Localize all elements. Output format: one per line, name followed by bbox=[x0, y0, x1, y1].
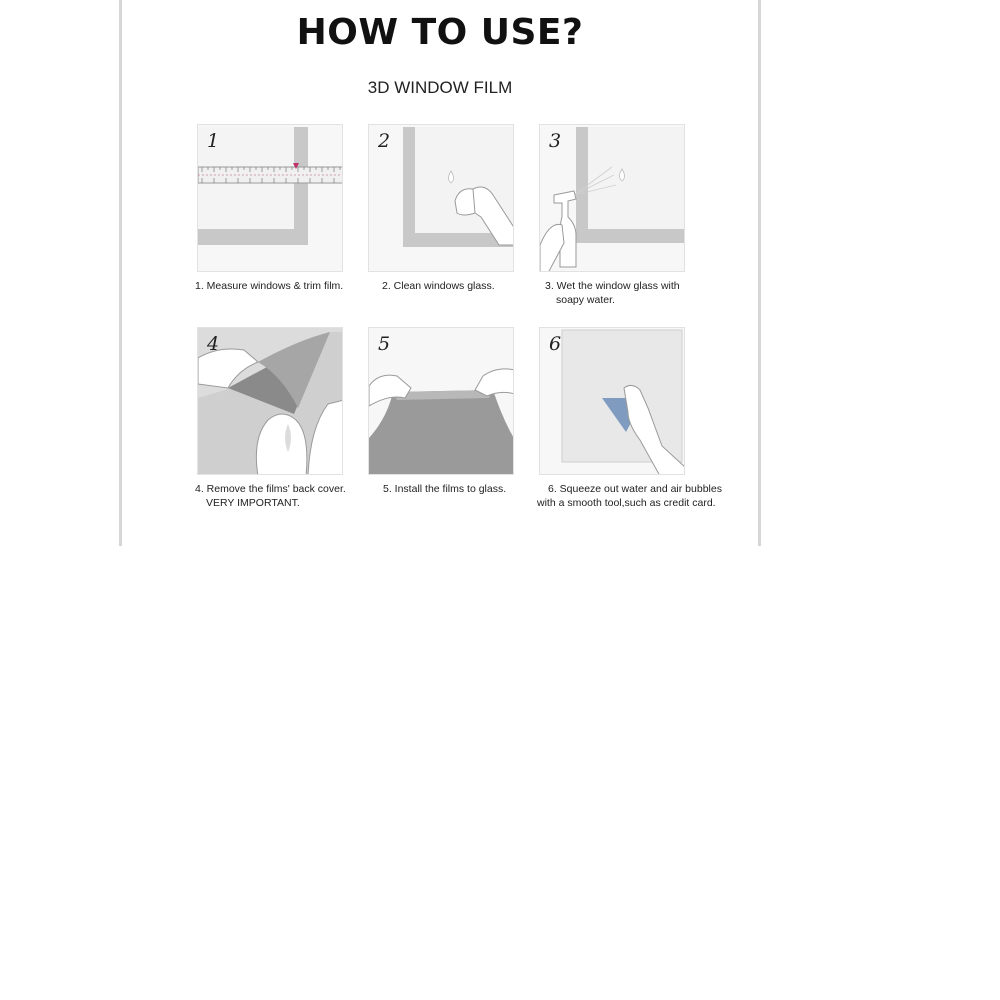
step-1-number: 1 bbox=[207, 130, 220, 152]
step-6-caption: 6. Squeeze out water and air bubbles with a smooth tool,such as credit card. bbox=[537, 483, 722, 509]
page-subtitle: 3D WINDOW FILM bbox=[367, 78, 513, 97]
step-5-caption: 5. Install the films to glass. bbox=[383, 483, 507, 495]
step-2-number: 2 bbox=[378, 130, 391, 152]
step-1-caption: 1. Measure windows & trim film. bbox=[195, 280, 344, 292]
step-1-panel bbox=[197, 124, 343, 272]
step-5-panel bbox=[368, 327, 514, 475]
spray-bottle-icon bbox=[540, 125, 685, 272]
step-4-panel bbox=[197, 327, 343, 475]
ruler-measure-icon bbox=[198, 125, 343, 272]
peel-film-icon bbox=[198, 328, 343, 475]
step-6-panel bbox=[539, 327, 685, 475]
squeegee-icon bbox=[540, 328, 685, 475]
step-3-caption: 3. Wet the window glass with soapy water. bbox=[545, 280, 680, 306]
step-6-number: 6 bbox=[549, 333, 562, 355]
step-2-panel bbox=[368, 124, 514, 272]
step-3-panel bbox=[539, 124, 685, 272]
step-4-number: 4 bbox=[207, 333, 220, 355]
step-2-caption: 2. Clean windows glass. bbox=[382, 280, 495, 292]
step-3-number: 3 bbox=[549, 130, 562, 152]
page-title: HOW TO USE? bbox=[296, 12, 584, 53]
step-5-number: 5 bbox=[378, 333, 391, 355]
hand-cloth-icon bbox=[369, 125, 514, 272]
install-film-icon bbox=[369, 328, 514, 475]
step-4-caption: 4. Remove the films' back cover. VERY IMPORTANT. bbox=[195, 483, 346, 509]
